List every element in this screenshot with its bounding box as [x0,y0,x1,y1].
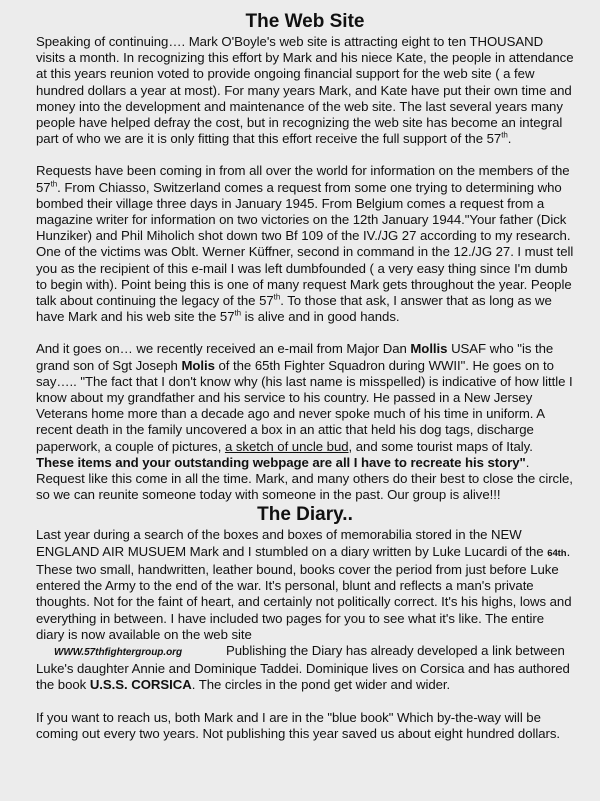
website-paragraph-1: Speaking of continuing…. Mark O'Boyle's web site is attracting eight to ten THOUSAND visits a month. In recognizing this effort by Mark and his niece Kate, the people in attendance at this years reunion voted to provide ongoing financial support for the web site ( a few hundred dollars a year at most). For many years Mark, and Kate have put their own time and money into the development and maintenance of the web site. The last several years many people have helped defray the cost, but in recognizing the web site has become an integral part of who we are it is only fitting that this effort receive the full support of the 57th. [36,34,574,147]
website-paragraph-2: Requests have been coming in from all over the world for information on the members of the 57th. From Chiasso, Switzerland comes a request from some one trying to determining who bombed their village three days in January 1945. From Belgium comes a request from a magazine writer for information on two victories on the 12th January 1944."Your father (Dick Hunziker) and Phil Miholich shot down two Bf 109 of the IV./JG 27 according to my research. One of the victims was Oblt. Werner Küffner, second in command in the 12./JG 27. I must tell you as the recipient of this e-mail I was left dumbfounded ( a very easy thing since I'm dumb to begin with). Point being this is one of many request Mark gets throughout the year. People talk about continuing the legacy of the 57th. To those that ask, I answer that as long as we have Mark and his web site the 57th is alive and in good hands. [36,163,574,325]
squadron-label: 64th [547,547,567,559]
website-paragraph-4: Request like this come in all the time. Mark, and many others do their best to close the circle, so we can reunite someone today with someone in the past. Our group is alive!!! [36,471,573,503]
book-title: U.S.S. CORSICA [89,677,192,693]
diary-paragraph-1: Last year during a search of the boxes and boxes of memorabilia stored in the NEW ENGLAND AIR MUSUEM Mark and I stumbled on a diary written by Luke Lucardi of the 64th. These two small, handwritten, leather bound, books cover the period from just before Luke entered the Army to the end of the war. It's personal, blunt and reflects a man's private thoughts. Not for the faint of heart, and certainly not politically correct. It's his highs, lows and everything in between. I have included two pages for you to see what it's like. The entire diary is now available on the web site WWW.57thfightergroup.org Publishing the Diary has already developed a link between Luke's daughter Annie and Dominique Taddei. Dominique lives on Corsica and has authored the book U.S.S. CORSICA. The circles in the pond get wider and wider. [36,527,572,693]
website-paragraph-3: And it goes on… we recently received an e-mail from Major Dan Mollis USAF who "is the grand son of Sgt Joseph Molis of the 65th Fighter Squadron during WWII". He goes on to say….. "The fact that I don't know why (his last name is misspelled) is indicative of how little I know about my grandfather and his service to his country. He passed in a New Jersey Veterans home more than a decade ago and never spoke much of his time in uniform. A recent death in the family uncovered a box in an attic that held his dog tags, discharge paperwork, a couple of pictures, a sketch of uncle bud, and some tourist maps of Italy. These items and your outstanding webpage are all I have to recreate his story". [36,341,573,470]
molis-name: Molis [181,357,215,373]
mollis-name: Mollis [410,341,448,357]
diary-paragraph-2: If you want to reach us, both Mark and I are in the "blue book" Which by-the-way will be coming out every two years. Not publishing this year saved us about eight hundred dollars. [36,709,561,741]
diary-heading: The Diary.. [257,504,353,526]
website-url: WWW.57thfightergroup.org [54,646,183,658]
bold-quote: These items and your outstanding webpage are all I have to recreate his story" [36,454,526,470]
website-heading: The Web Site [245,11,365,32]
underlined-phrase: a sketch of uncle bud [224,438,349,454]
